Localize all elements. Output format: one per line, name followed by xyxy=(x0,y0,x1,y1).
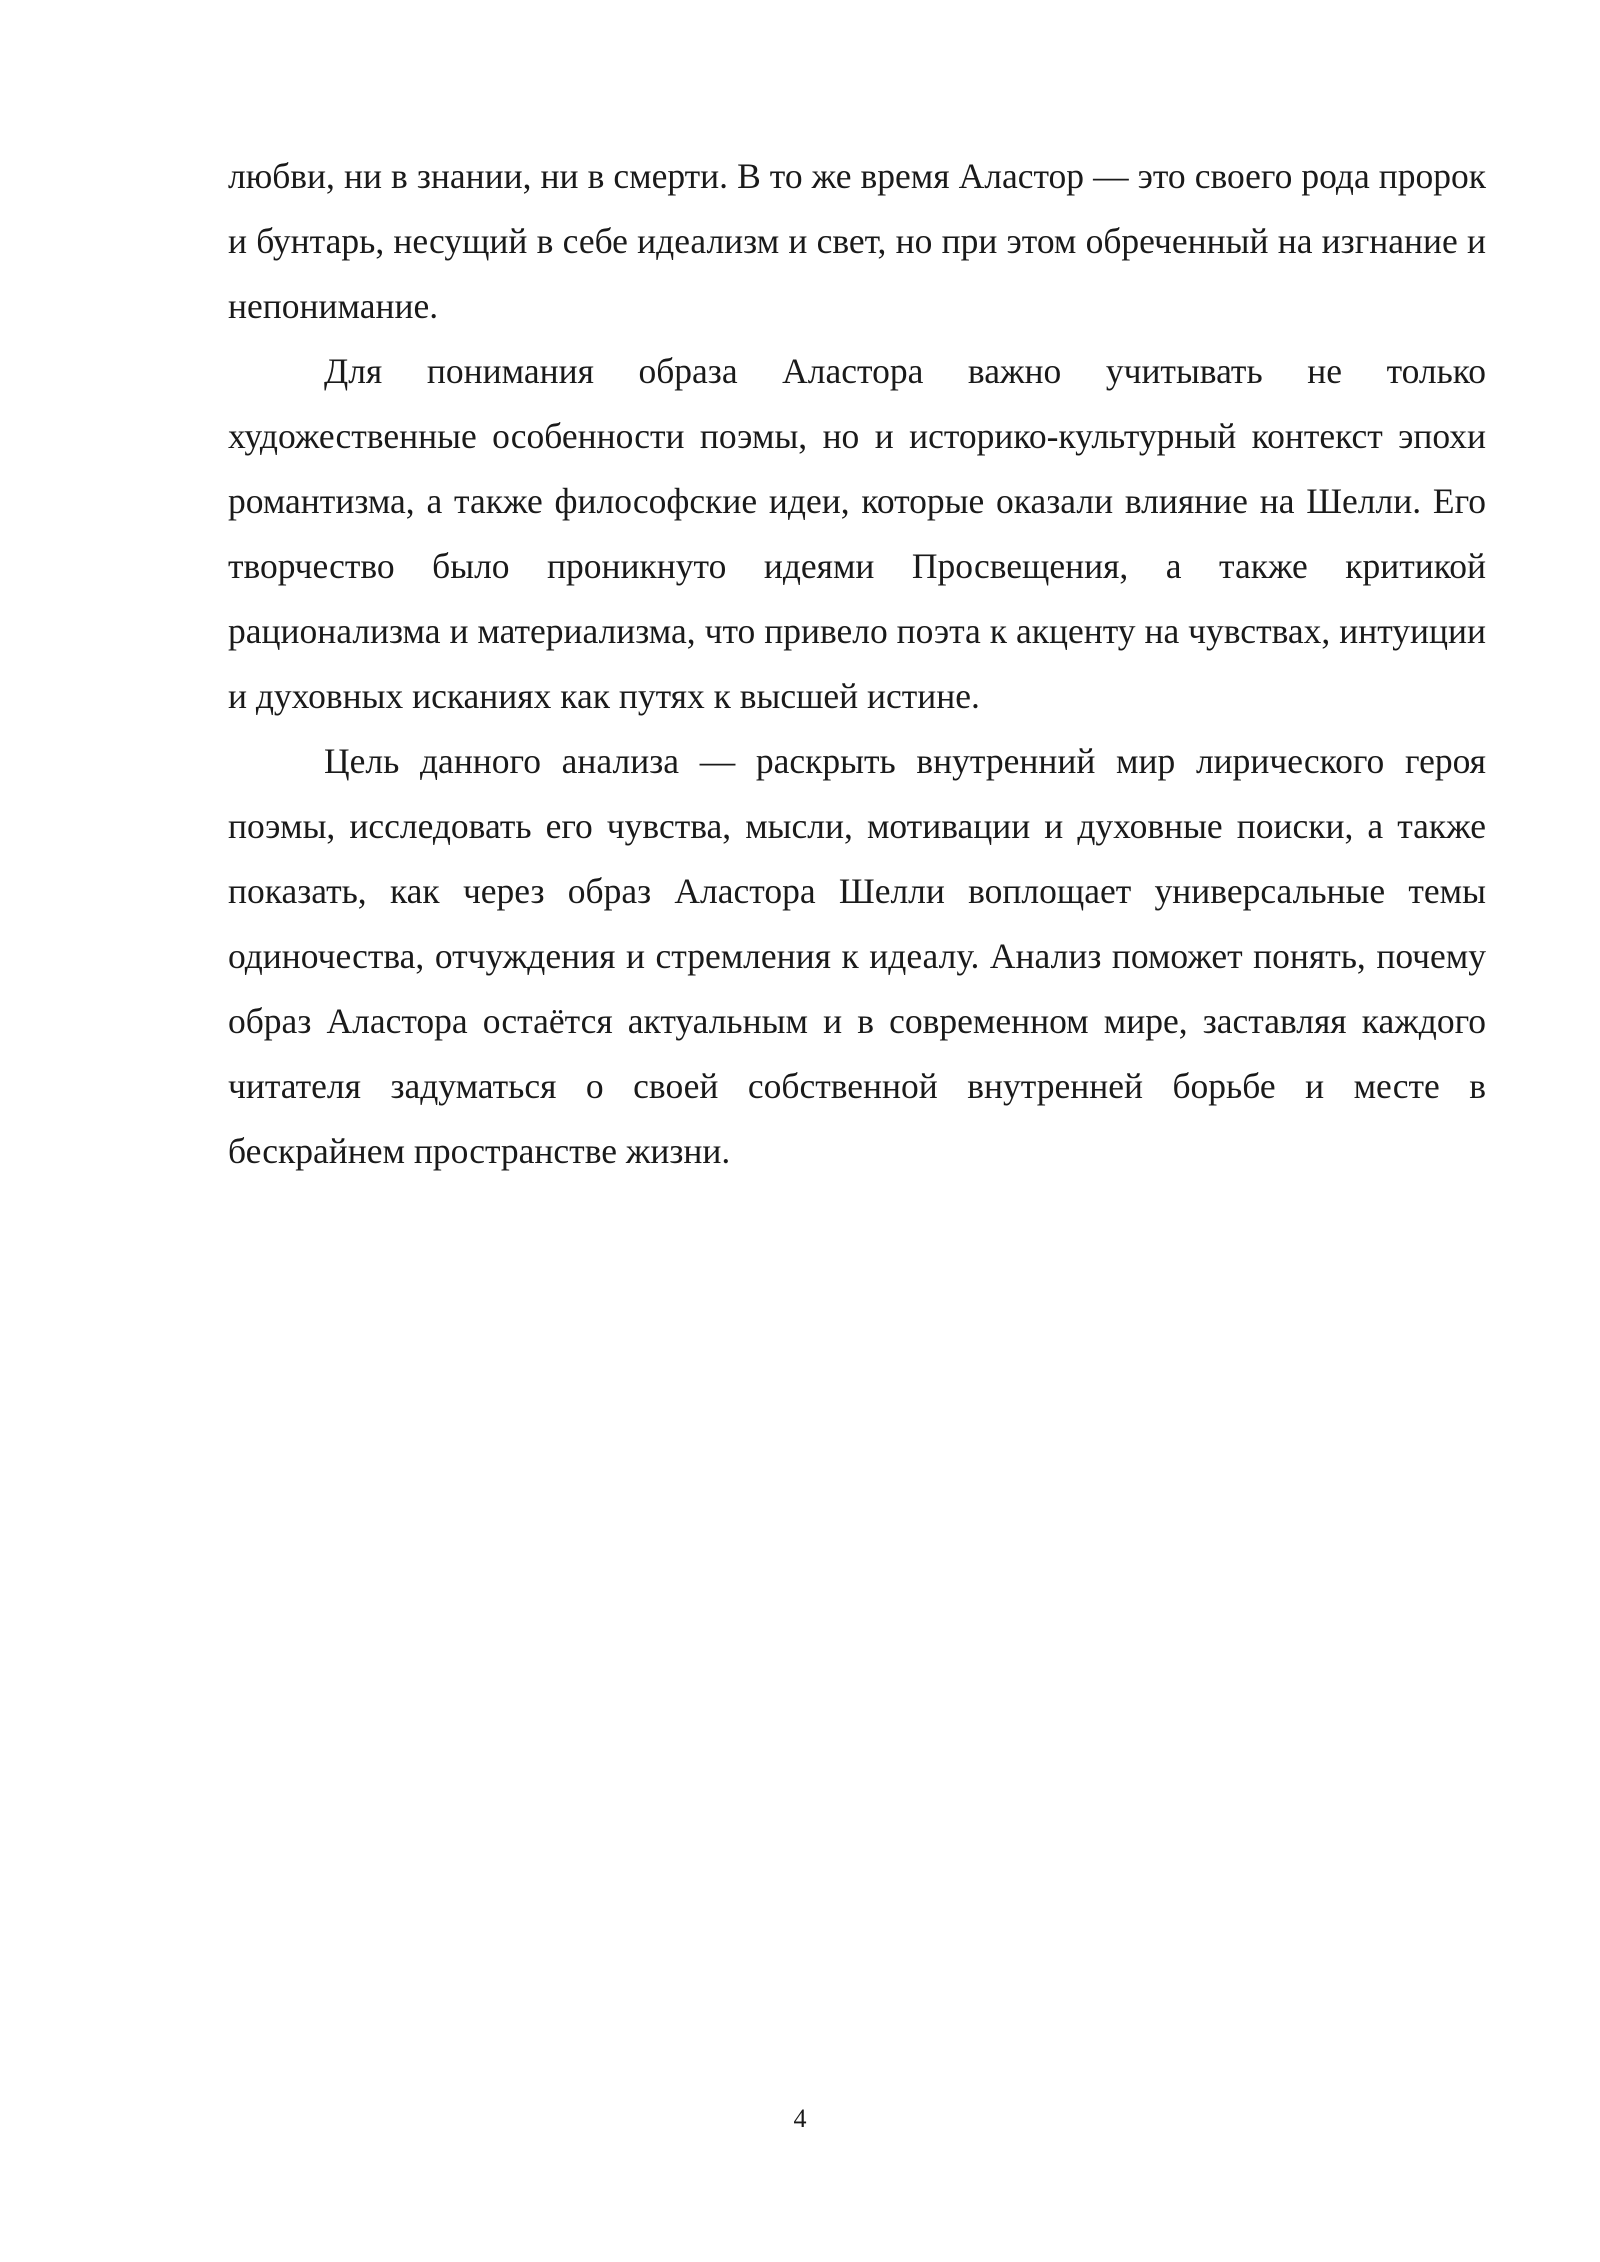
paragraph-goal: Цель данного анализа — раскрыть внутренний мир лирического героя поэмы, исследовать его чувства, мысли, мотивации и духовные поиски, а также показать, как через образ Аластора Шелли воплощает универсальные темы одиночества, отчуждения и стремления к идеалу. Анализ поможет понять, почему образ Аластора остаётся актуальным и в современном мире, заставляя каждого читателя задуматься о своей собственной внутренней борьбе и месте в бескрайнем пространстве жизни. xyxy=(228,741,1486,1171)
body-text xyxy=(228,144,1486,1184)
paragraph-context: Для понимания образа Аластора важно учитывать не только художественные особенности поэмы, но и историко-культурный контекст эпохи романтизма, а также философские идеи, которые оказали влияние на Шелли. Его творчество было проникнуто идеями Просвещения, а также критикой рационализма и материализма, что привело поэта к акценту на чувствах, интуиции и духовных исканиях как путях к высшей истине. xyxy=(228,351,1486,716)
page-number: 4 xyxy=(793,2104,807,2133)
paragraph-continuation: любви, ни в знании, ни в смерти. В то же время Аластор — это своего рода пророк и бунтарь, несущий в себе идеализм и свет, но при этом обреченный на изгнание и непонимание. xyxy=(228,156,1486,326)
